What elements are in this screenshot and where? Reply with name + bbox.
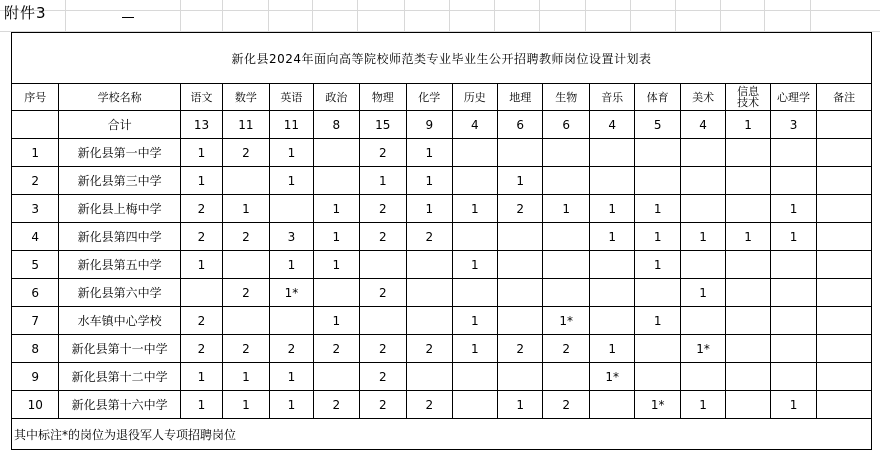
position-count-cell: 2 [223,279,269,307]
header-subject-label: 信息技术 [737,84,760,109]
header-index: 序号 [12,84,59,111]
school-name: 新化县第一中学 [59,139,180,167]
position-count-cell: 1* [635,391,680,419]
table-row [12,363,872,391]
position-count-cell: 2 [359,391,406,419]
remark-cell [817,279,872,307]
position-count-cell [314,363,359,391]
position-count-cell: 1* [589,363,634,391]
position-count-cell: 1 [269,139,313,167]
position-count-cell [452,139,497,167]
row-index: 1 [12,139,59,167]
position-count-cell [314,139,359,167]
school-name: 水车镇中心学校 [59,307,180,335]
school-name: 新化县第十六中学 [59,391,180,419]
total-label: 合计 [59,111,180,139]
position-count-cell [498,251,543,279]
total-value-cell: 6 [498,111,543,139]
header-subject: 物理 [359,84,406,111]
school-name: 新化县第十一中学 [59,335,180,363]
position-count-cell [543,279,589,307]
header-subject: 化学 [407,84,452,111]
position-count-cell: 1 [726,223,770,251]
position-count-cell [726,195,770,223]
position-count-cell: 1 [589,195,634,223]
position-count-cell: 2 [359,279,406,307]
position-count-cell [543,223,589,251]
total-value-cell: 1 [726,111,770,139]
position-count-cell [770,167,816,195]
position-count-cell [223,307,269,335]
position-count-cell [770,363,816,391]
row-index: 4 [12,223,59,251]
school-name: 新化县第五中学 [59,251,180,279]
position-count-cell [452,391,497,419]
row-index: 5 [12,251,59,279]
position-count-cell: 2 [407,223,452,251]
position-count-cell: 2 [359,139,406,167]
table-row [12,279,872,307]
position-count-cell [407,279,452,307]
position-count-cell [543,167,589,195]
position-count-cell: 1 [635,195,680,223]
table-row [12,223,872,251]
header-remark: 备注 [817,84,872,111]
position-count-cell [770,251,816,279]
position-count-cell [452,279,497,307]
position-count-cell: 1* [269,279,313,307]
remark-cell [817,391,872,419]
position-count-cell [498,279,543,307]
position-count-cell [680,139,725,167]
total-value-cell: 4 [589,111,634,139]
total-value-cell: 6 [543,111,589,139]
total-value-cell: 5 [635,111,680,139]
position-count-cell: 1 [269,363,313,391]
position-count-cell [452,223,497,251]
total-value-cell: 11 [223,111,269,139]
position-count-cell: 2 [359,195,406,223]
position-count-cell [589,391,634,419]
position-count-cell [680,251,725,279]
position-count-cell: 1 [635,251,680,279]
total-value-cell: 4 [452,111,497,139]
total-row [12,111,872,139]
position-count-cell [223,167,269,195]
cell-cursor [122,3,134,18]
remark-cell [817,139,872,167]
position-count-cell: 2 [359,223,406,251]
row-index: 3 [12,195,59,223]
position-count-cell: 1 [770,195,816,223]
position-count-cell: 1 [180,251,222,279]
position-count-cell: 1 [680,391,725,419]
row-index: 6 [12,279,59,307]
position-count-cell [589,139,634,167]
position-count-cell [180,279,222,307]
position-count-cell: 2 [359,335,406,363]
header-subject: 美术 [680,84,725,111]
table-row [12,251,872,279]
position-count-cell [452,363,497,391]
position-count-cell: 1 [359,167,406,195]
position-count-cell [635,279,680,307]
position-count-cell [359,307,406,335]
header-subject: 体育 [635,84,680,111]
total-value-cell: 13 [180,111,222,139]
table-title: 新化县2024年面向高等院校师范类专业毕业生公开招聘教师岗位设置计划表 [12,33,872,84]
position-count-cell: 1 [589,335,634,363]
position-count-cell [726,167,770,195]
position-count-cell: 1 [180,363,222,391]
position-count-cell: 1 [770,391,816,419]
school-name: 新化县第十二中学 [59,363,180,391]
remark-cell [817,307,872,335]
header-subject [726,84,770,111]
header-subject: 语文 [180,84,222,111]
total-value-cell: 8 [314,111,359,139]
position-count-cell: 2 [223,223,269,251]
position-count-cell [498,363,543,391]
position-count-cell: 2 [314,335,359,363]
table-row [12,307,872,335]
remark-cell [817,167,872,195]
position-count-cell [635,167,680,195]
position-count-cell [359,251,406,279]
school-name: 新化县上梅中学 [59,195,180,223]
position-count-cell [680,363,725,391]
header-subject: 历史 [452,84,497,111]
position-count-cell: 2 [498,195,543,223]
position-count-cell [498,223,543,251]
school-name: 新化县第六中学 [59,279,180,307]
header-subject: 生物 [543,84,589,111]
position-count-cell [635,335,680,363]
school-name: 新化县第四中学 [59,223,180,251]
row-index: 2 [12,167,59,195]
total-value-cell: 3 [770,111,816,139]
total-index-cell [12,111,59,139]
position-count-cell [770,279,816,307]
position-count-cell: 2 [407,335,452,363]
remark-cell [817,251,872,279]
position-count-cell [407,363,452,391]
position-count-cell [680,307,725,335]
position-count-cell: 1 [269,391,313,419]
position-count-cell: 1 [452,251,497,279]
remark-cell [817,335,872,363]
position-count-cell [589,279,634,307]
position-count-cell [726,307,770,335]
remark-cell [817,223,872,251]
position-count-cell: 1* [543,307,589,335]
header-subject: 音乐 [589,84,634,111]
position-count-cell [314,167,359,195]
total-value-cell: 11 [269,111,313,139]
position-count-cell [770,139,816,167]
position-count-cell: 1 [498,391,543,419]
position-count-cell: 1 [269,251,313,279]
total-value-cell: 15 [359,111,406,139]
position-count-cell: 1* [680,335,725,363]
position-count-cell: 1 [223,363,269,391]
position-count-cell: 1 [314,251,359,279]
position-count-cell: 2 [180,195,222,223]
position-count-cell: 1 [223,391,269,419]
position-count-cell: 2 [543,335,589,363]
position-count-cell: 1 [407,195,452,223]
position-count-cell: 1 [589,223,634,251]
position-count-cell [589,307,634,335]
table-row [12,139,872,167]
position-count-cell: 2 [407,391,452,419]
position-count-cell [498,307,543,335]
attachment-label: 附件3 [4,4,47,22]
position-count-cell [726,391,770,419]
position-count-cell [543,363,589,391]
position-count-cell: 2 [543,391,589,419]
header-subject: 地理 [498,84,543,111]
header-subject: 英语 [269,84,313,111]
recruitment-plan-table [11,32,872,450]
position-count-cell: 2 [223,139,269,167]
position-count-cell [269,195,313,223]
position-count-cell [589,167,634,195]
position-count-cell: 2 [180,335,222,363]
position-count-cell: 1 [314,307,359,335]
row-index: 9 [12,363,59,391]
position-count-cell [726,363,770,391]
row-index: 7 [12,307,59,335]
row-index: 8 [12,335,59,363]
position-count-cell [543,139,589,167]
position-count-cell [635,139,680,167]
position-count-cell: 1 [635,307,680,335]
position-count-cell: 1 [498,167,543,195]
position-count-cell: 1 [314,223,359,251]
position-count-cell: 1 [680,223,725,251]
header-subject: 心理学 [770,84,816,111]
position-count-cell: 1 [180,139,222,167]
table-row [12,167,872,195]
table-row [12,335,872,363]
position-count-cell: 1 [180,391,222,419]
total-value-cell: 4 [680,111,725,139]
position-count-cell [269,307,313,335]
position-count-cell [770,307,816,335]
total-remark-cell [817,111,872,139]
header-school: 学校名称 [59,84,180,111]
header-row [12,84,872,111]
position-count-cell: 2 [498,335,543,363]
position-count-cell [680,167,725,195]
position-count-cell: 2 [269,335,313,363]
position-count-cell [770,335,816,363]
position-count-cell: 1 [269,167,313,195]
footnote: 其中标注*的岗位为退役军人专项招聘岗位 [12,419,872,450]
position-count-cell [452,167,497,195]
position-count-cell: 2 [180,223,222,251]
position-count-cell: 1 [407,139,452,167]
row-index: 10 [12,391,59,419]
position-count-cell [726,251,770,279]
remark-cell [817,363,872,391]
position-count-cell [589,251,634,279]
remark-cell [817,195,872,223]
position-count-cell [635,363,680,391]
position-count-cell: 1 [543,195,589,223]
position-count-cell: 1 [635,223,680,251]
position-count-cell [726,279,770,307]
position-count-cell: 2 [359,363,406,391]
table-row [12,195,872,223]
header-subject: 数学 [223,84,269,111]
position-count-cell: 1 [180,167,222,195]
position-count-cell [726,139,770,167]
total-value-cell: 9 [407,111,452,139]
position-count-cell: 1 [452,307,497,335]
header-subject: 政治 [314,84,359,111]
school-name: 新化县第三中学 [59,167,180,195]
position-count-cell: 3 [269,223,313,251]
position-count-cell: 1 [407,167,452,195]
position-count-cell: 1 [680,279,725,307]
footnote-row [12,419,872,450]
position-count-cell: 1 [314,195,359,223]
position-count-cell: 1 [223,195,269,223]
position-count-cell: 2 [314,391,359,419]
position-count-cell [314,279,359,307]
position-count-cell [223,251,269,279]
position-count-cell: 1 [452,335,497,363]
position-count-cell [680,195,725,223]
position-count-cell: 2 [180,307,222,335]
position-count-cell: 2 [223,335,269,363]
position-count-cell: 1 [452,195,497,223]
position-count-cell: 1 [770,223,816,251]
position-count-cell [407,251,452,279]
position-count-cell [407,307,452,335]
position-count-cell [543,251,589,279]
table-row [12,391,872,419]
position-count-cell [498,139,543,167]
position-count-cell [726,335,770,363]
